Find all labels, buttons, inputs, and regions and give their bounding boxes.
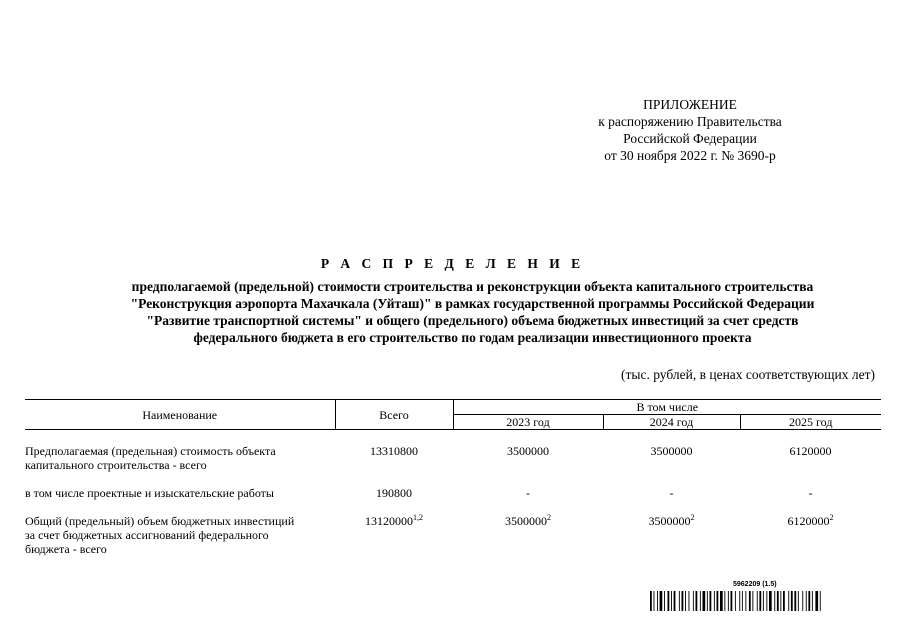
document-title: Р А С П Р Е Д Е Л Е Н И Е [320,256,585,271]
appendix-line: Российской Федерации [623,131,757,146]
header-total: Всего [335,400,453,430]
appendix-line: к распоряжению Правительства [598,114,782,129]
row-name: в том числе проектные и изыскательские работы [25,486,274,500]
units-note: (тыс. рублей, в ценах соответствующих лет) [621,367,875,382]
cell-total: 13310800 [370,444,418,458]
cell-2025: - [808,486,813,500]
footnote-mark: 2 [547,513,551,522]
row-name: Предполагаемая (предельная) стоимость объекта капитального строительства - всего [25,444,276,472]
barcode-label: 5962209 (1.5) [733,581,777,588]
subtitle-line: федерального бюджета в его строительство по годам реализации инвестиционного проекта [193,330,752,345]
table-row [25,514,881,556]
cell-2025: 6120000$^2$ [787,513,834,528]
document-subtitle [60,278,885,346]
table-row [25,486,881,500]
row-name: Общий (предельный) объем бюджетных инвестиций за счет бюджетных ассигнований федерального бюджета - всего [25,514,295,556]
subtitle-line: предполагаемой (предельной) стоимости строительства и реконструкции объекта капитального строительства [131,279,814,294]
cell-2023: 3500000$^2$ [505,513,551,528]
header-year-2024: 2024 год [603,415,740,430]
cell-2024: 3500000$^2$ [648,513,695,528]
cell-2024: 3500000 [650,444,693,458]
footnote-mark: 2 [690,513,695,522]
cell-2024: - [669,486,674,500]
subtitle-line: "Развитие транспортной системы" и общего (предельного) объема бюджетных инвестиций за счет средств [146,313,799,328]
appendix-date-number: от 30 ноября 2022 г. № 3690-р [604,148,776,163]
barcode-image [650,591,878,611]
header-name: Наименование [25,400,335,430]
header-year-2023: 2023 год [453,415,603,430]
cell-2023: - [526,486,530,500]
header-including: В том числе [453,400,881,415]
cell-2023: 3500000 [507,444,549,458]
footnote-mark: 1,2 [413,513,423,522]
cell-total: 13120000$^{1,2}$ [365,513,423,528]
footnote-mark: 2 [829,513,834,522]
cell-total: 190800 [376,486,412,500]
appendix-header [560,96,820,164]
table-row [25,444,881,472]
appendix-title: ПРИЛОЖЕНИЕ [643,97,737,112]
subtitle-line: "Реконструкция аэропорта Махачкала (Уйташ)" в рамках государственной программы Российской Федерации [130,296,815,311]
header-year-2025: 2025 год [740,415,881,430]
budget-table [25,399,881,556]
cell-2025: 6120000 [789,444,832,458]
